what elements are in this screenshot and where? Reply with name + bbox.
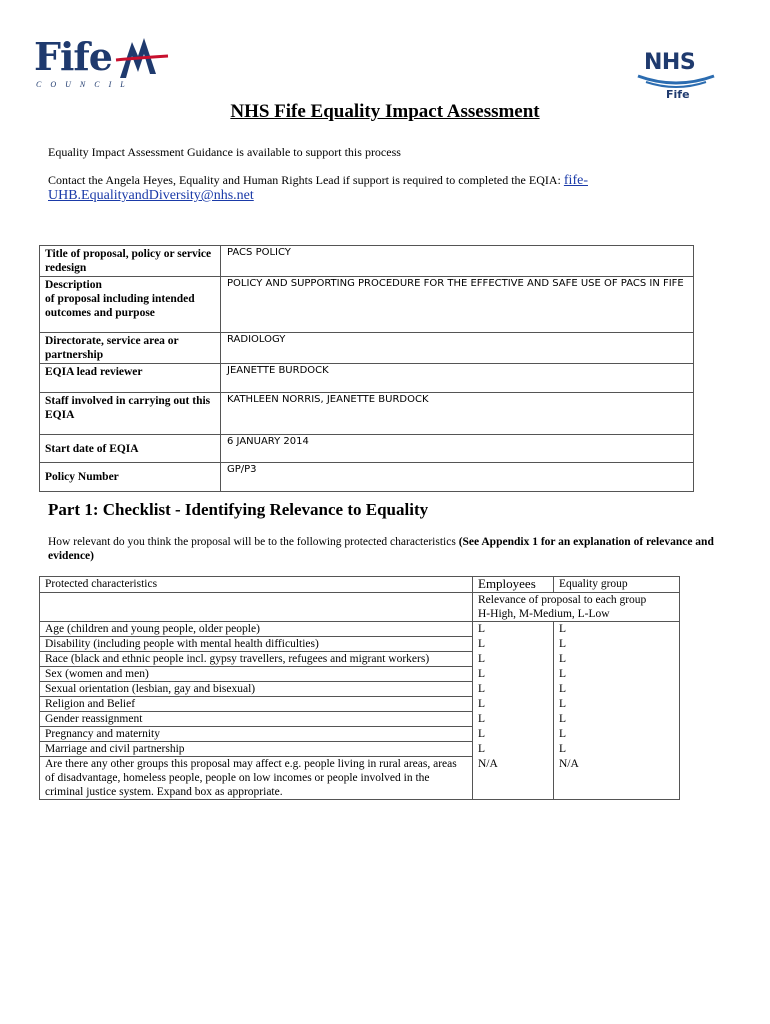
table-row: [40, 333, 694, 364]
row-label: Start date of EQIA: [40, 435, 221, 463]
nhs-fife-logo: [632, 50, 718, 106]
table-row: [40, 246, 694, 277]
contact-text: [48, 173, 698, 203]
table-row: [40, 667, 680, 682]
equality-cell: L: [554, 742, 680, 757]
row-value: POLICY AND SUPPORTING PROCEDURE FOR THE EFFECTIVE AND SAFE USE OF PACS IN FIFE: [221, 277, 694, 333]
equality-cell: L: [554, 637, 680, 652]
employees-cell: L: [473, 742, 554, 757]
employees-cell: L: [473, 727, 554, 742]
row-label: Directorate, service area or partnership: [40, 333, 221, 364]
fife-logo-word: Fife: [34, 34, 112, 79]
row-label: Description of proposal including intended outcomes and purpose: [40, 277, 221, 333]
characteristic-cell: Gender reassignment: [40, 712, 473, 727]
employees-cell: L: [473, 697, 554, 712]
fife-mark-icon: [114, 34, 170, 84]
fife-council-logo: [34, 34, 164, 94]
question-text: How relevant do you think the proposal will be to the following protected characteristics: [48, 536, 459, 548]
table-row: [40, 637, 680, 652]
table-row: [40, 682, 680, 697]
contact-sentence: Contact the Angela Heyes, Equality and Human Rights Lead if support is required to completed the EQIA:: [48, 173, 564, 187]
row-label: Title of proposal, policy or service redesign: [40, 246, 221, 277]
equality-cell: L: [554, 622, 680, 637]
equality-cell: L: [554, 712, 680, 727]
part1-heading: Part 1: Checklist - Identifying Relevance to Equality: [48, 500, 429, 519]
subheader-line2: H-High, M-Medium, L-Low: [478, 608, 610, 620]
fife-logo-subtitle: COUNCIL: [36, 80, 134, 89]
row-value: GP/P3: [221, 463, 694, 492]
table-row: [40, 757, 680, 800]
table-row: [40, 727, 680, 742]
characteristic-cell: Are there any other groups this proposal may affect e.g. people living in rural areas, areas of disadvantage, homeless people, people on low incomes or people involved in the criminal justice system. Expand box as appropriate.: [40, 757, 473, 800]
characteristic-cell: Sex (women and men): [40, 667, 473, 682]
equality-cell: L: [554, 727, 680, 742]
subheader-relevance: [473, 593, 680, 622]
page-title: NHS Fife Equality Impact Assessment: [230, 101, 540, 122]
equality-cell: L: [554, 697, 680, 712]
characteristic-cell: Pregnancy and maternity: [40, 727, 473, 742]
equality-cell: L: [554, 682, 680, 697]
equality-cell: L: [554, 652, 680, 667]
characteristic-cell: Sexual orientation (lesbian, gay and bisexual): [40, 682, 473, 697]
table-subheader-row: [40, 593, 680, 622]
employees-cell: L: [473, 637, 554, 652]
row-value: 6 JANUARY 2014: [221, 435, 694, 463]
table-row: [40, 435, 694, 463]
table-row: [40, 277, 694, 333]
table-row: [40, 393, 694, 435]
employees-cell: N/A: [473, 757, 554, 800]
characteristic-cell: Disability (including people with mental health difficulties): [40, 637, 473, 652]
employees-cell: L: [473, 622, 554, 637]
row-value: JEANETTE BURDOCK: [221, 364, 694, 393]
table-row: [40, 697, 680, 712]
table-row: [40, 652, 680, 667]
row-value: PACS POLICY: [221, 246, 694, 277]
relevance-question: [48, 535, 728, 563]
row-label: Staff involved in carrying out this EQIA: [40, 393, 221, 435]
table-row: [40, 712, 680, 727]
characteristic-cell: Religion and Belief: [40, 697, 473, 712]
header-protected-characteristics: Protected characteristics: [40, 577, 473, 593]
table-header-row: [40, 577, 680, 593]
table-row: [40, 742, 680, 757]
proposal-info-table: [39, 245, 694, 492]
table-row: [40, 463, 694, 492]
header-employees: [473, 577, 554, 593]
table-row: [40, 622, 680, 637]
subheader-line1: Relevance of proposal to each group: [478, 594, 647, 606]
question-appendix-note: (See Appendix 1 for an explanation of relevance and evidence): [48, 536, 714, 562]
employees-cell: L: [473, 667, 554, 682]
equality-cell: N/A: [554, 757, 680, 800]
employees-cell: L: [473, 712, 554, 727]
email-link-part2: UHB.EqualityandDiversity@nhs.net: [48, 188, 254, 203]
header-equality-group: Equality group: [554, 577, 680, 593]
employees-cell: L: [473, 682, 554, 697]
characteristic-cell: Age (children and young people, older people): [40, 622, 473, 637]
subheader-blank: [40, 593, 473, 622]
protected-characteristics-table: [39, 576, 680, 800]
row-value: RADIOLOGY: [221, 333, 694, 364]
row-value: KATHLEEN NORRIS, JEANETTE BURDOCK: [221, 393, 694, 435]
email-link-part1: fife-: [563, 173, 588, 188]
equality-cell: L: [554, 667, 680, 682]
row-label: EQIA lead reviewer: [40, 364, 221, 393]
nhs-logo-word: NHS: [644, 50, 696, 75]
characteristic-cell: Race (black and ethnic people incl. gypsy travellers, refugees and migrant workers): [40, 652, 473, 667]
row-label: Policy Number: [40, 463, 221, 492]
employees-label: Employees: [478, 576, 536, 591]
nhs-logo-region: Fife: [666, 88, 690, 101]
nhs-swoosh-icon: [636, 70, 716, 90]
table-row: [40, 364, 694, 393]
characteristic-cell: Marriage and civil partnership: [40, 742, 473, 757]
employees-cell: L: [473, 652, 554, 667]
guidance-text: Equality Impact Assessment Guidance is available to support this process: [48, 145, 401, 159]
